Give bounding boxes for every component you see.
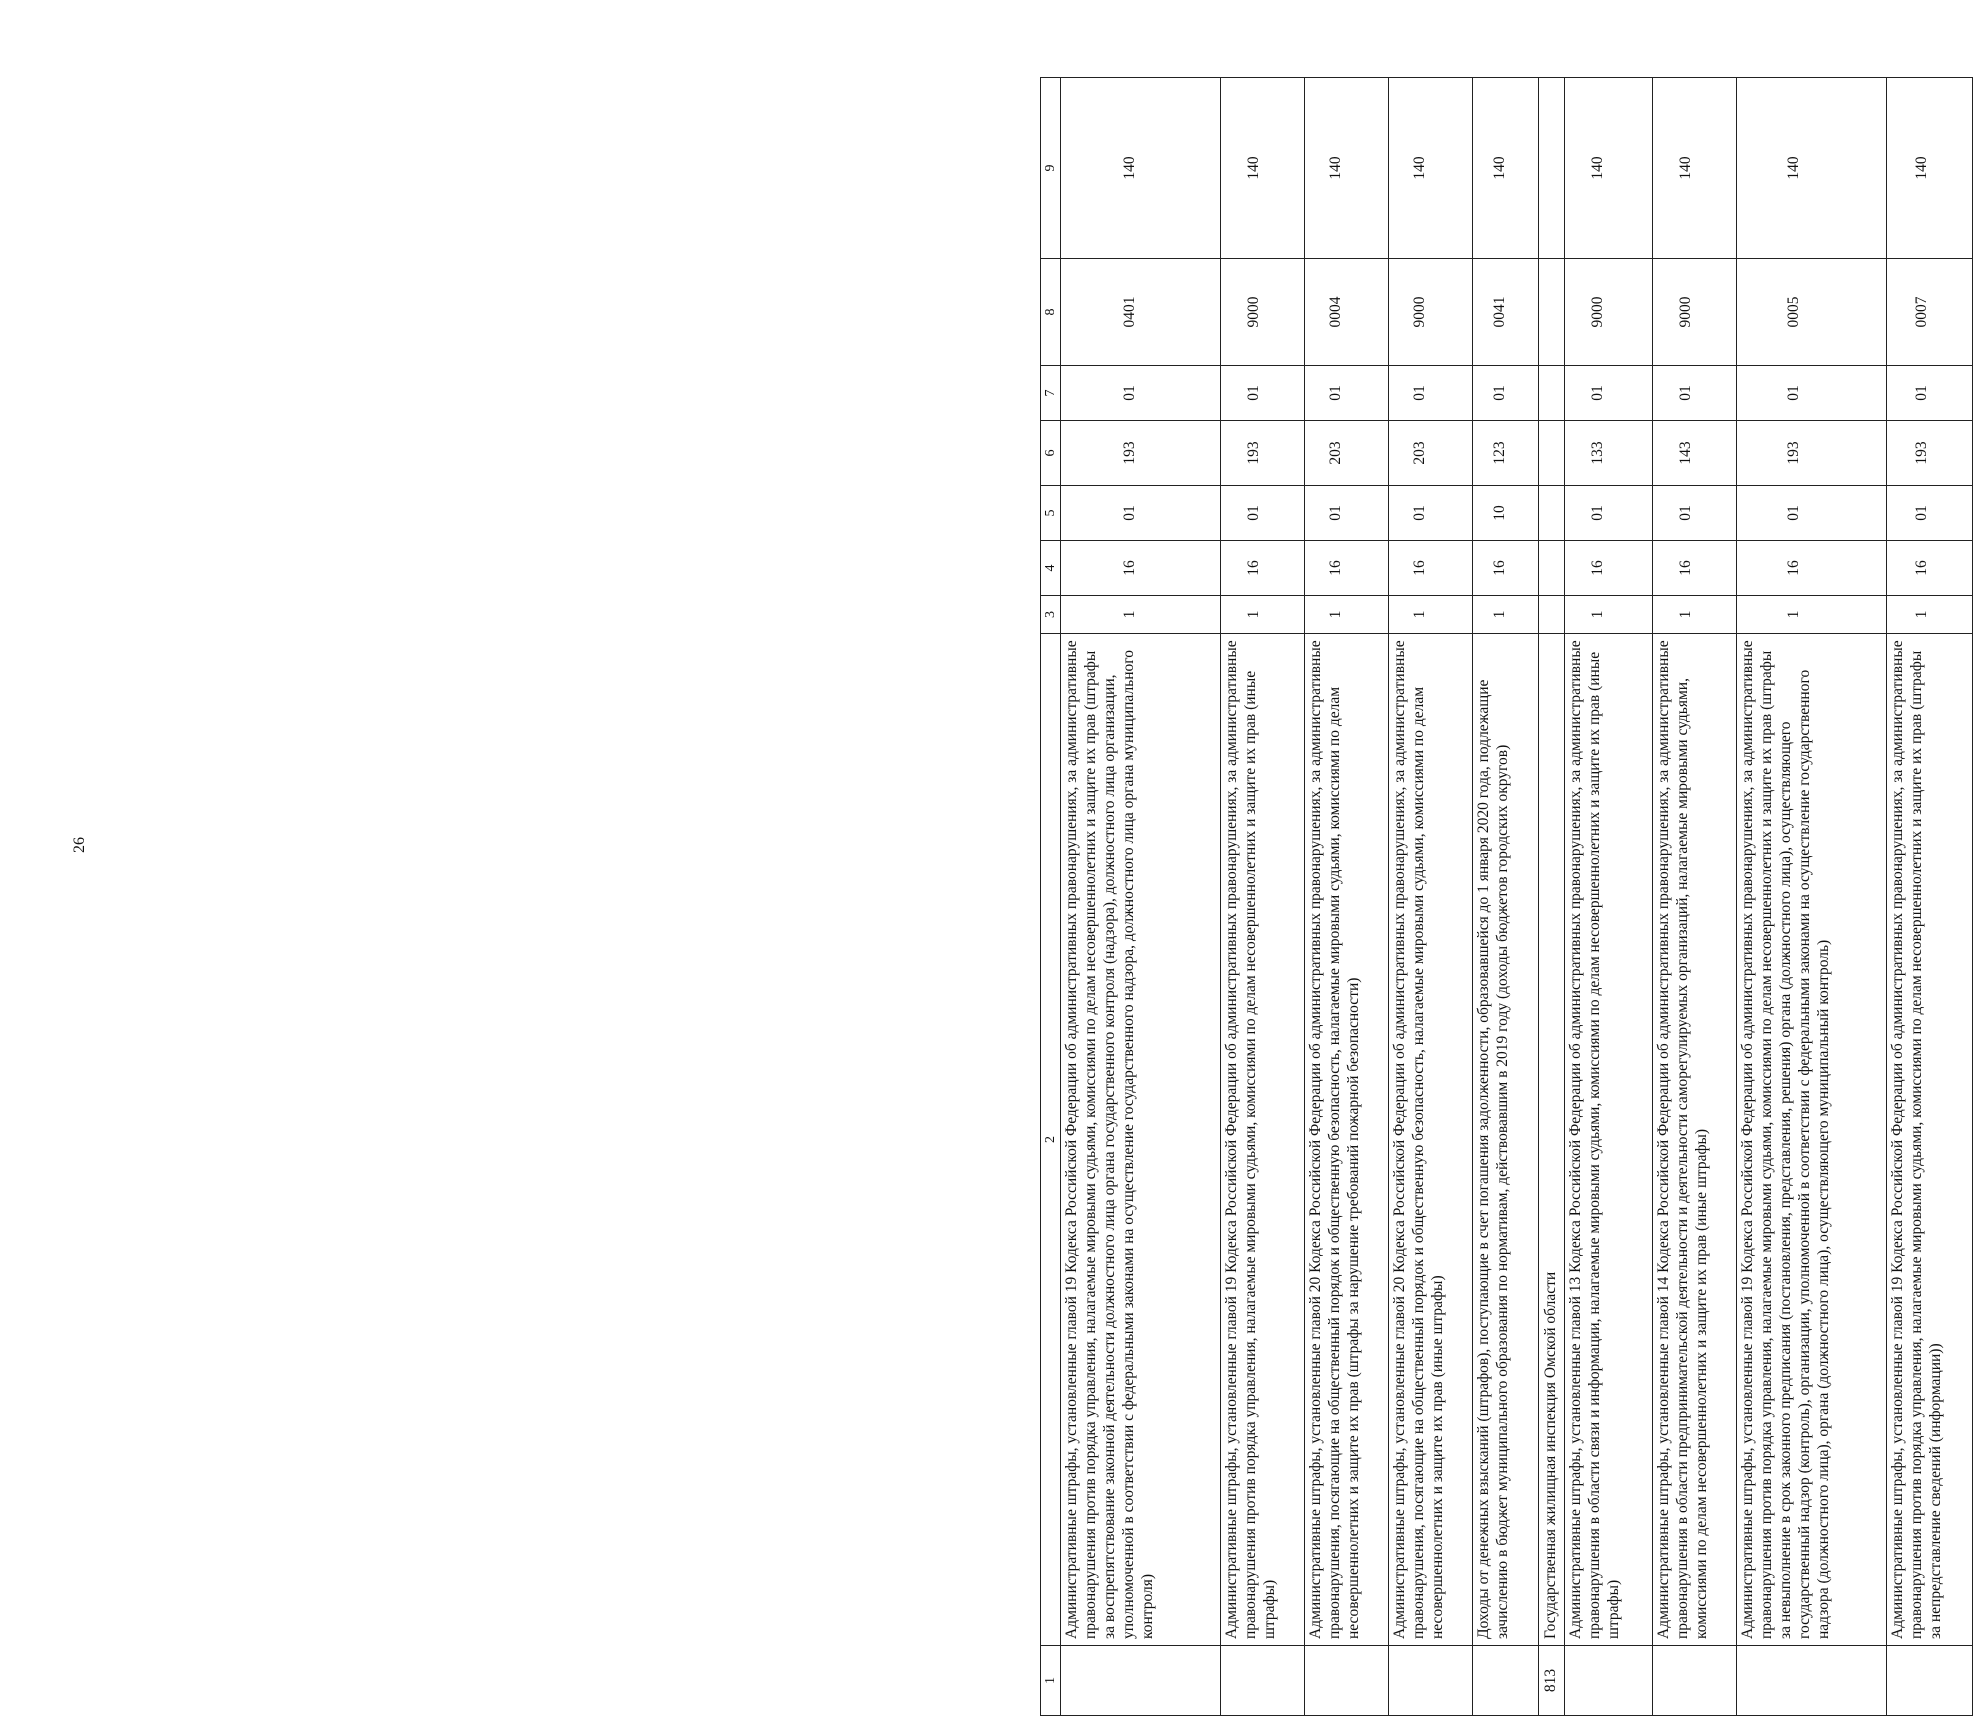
code-part-8: 9000 <box>1389 259 1473 366</box>
admin-code-cell: 813 <box>1539 1646 1565 1716</box>
code-part-8: 0401 <box>1061 259 1221 366</box>
code-part-4: 16 <box>1886 541 1972 596</box>
table-row <box>1221 78 1305 1716</box>
admin-code-cell <box>1221 1646 1305 1716</box>
code-part-3: 1 <box>1061 596 1221 634</box>
admin-code-cell <box>1736 1646 1886 1716</box>
code-part-3: 1 <box>1886 596 1972 634</box>
table-row <box>1886 78 1972 1716</box>
table-row <box>1061 78 1221 1716</box>
empty-cell <box>1539 366 1565 421</box>
column-header: 1 <box>1041 1646 1061 1716</box>
column-header: 8 <box>1041 259 1061 366</box>
section-title-cell: Государственная жилищная инспекция Омской области <box>1539 634 1565 1646</box>
admin-code-cell <box>1564 1646 1652 1716</box>
code-part-9: 140 <box>1473 78 1539 259</box>
page-number: 26 <box>71 837 88 853</box>
code-part-7: 01 <box>1473 366 1539 421</box>
code-part-7: 01 <box>1305 366 1389 421</box>
code-part-3: 1 <box>1305 596 1389 634</box>
table-row <box>1564 78 1652 1716</box>
admin-code-cell <box>1061 1646 1221 1716</box>
code-part-5: 01 <box>1736 486 1886 541</box>
code-part-8: 0005 <box>1736 259 1886 366</box>
code-part-9: 140 <box>1652 78 1736 259</box>
admin-code-cell <box>1886 1646 1972 1716</box>
code-part-9: 140 <box>1736 78 1886 259</box>
column-header: 7 <box>1041 366 1061 421</box>
code-part-4: 16 <box>1061 541 1221 596</box>
code-part-4: 16 <box>1221 541 1305 596</box>
code-part-3: 1 <box>1221 596 1305 634</box>
code-part-6: 193 <box>1736 421 1886 486</box>
code-part-3: 1 <box>1564 596 1652 634</box>
empty-cell <box>1539 486 1565 541</box>
code-part-6: 143 <box>1652 421 1736 486</box>
code-part-6: 193 <box>1886 421 1972 486</box>
section-header-row <box>1539 78 1565 1716</box>
table-header-row <box>1041 78 1061 1716</box>
code-part-3: 1 <box>1652 596 1736 634</box>
code-part-6: 203 <box>1305 421 1389 486</box>
code-part-5: 01 <box>1061 486 1221 541</box>
code-part-3: 1 <box>1736 596 1886 634</box>
code-part-7: 01 <box>1564 366 1652 421</box>
code-part-9: 140 <box>1305 78 1389 259</box>
code-part-4: 16 <box>1305 541 1389 596</box>
description-cell: Административные штрафы, установленные главой 19 Кодекса Российской Федерации об административных правонарушениях, за административные правонарушения против порядка управления, налагаемые мировыми судьями, комиссиями по делам несовершеннолетних и защите их прав (иные штрафы) <box>1221 634 1305 1646</box>
code-part-8: 0004 <box>1305 259 1389 366</box>
admin-code-cell <box>1305 1646 1389 1716</box>
description-cell: Административные штрафы, установленные главой 20 Кодекса Российской Федерации об административных правонарушениях, за административные правонарушения, посягающие на общественный порядок и общественную безопасность, налагаемые мировыми судьями, комиссиями по делам несовершеннолетних и защите их прав (штрафы за нарушение требований пожарной безопасности) <box>1305 634 1389 1646</box>
column-header: 3 <box>1041 596 1061 634</box>
code-part-5: 10 <box>1473 486 1539 541</box>
code-part-5: 01 <box>1305 486 1389 541</box>
code-part-9: 140 <box>1886 78 1972 259</box>
admin-code-cell <box>1473 1646 1539 1716</box>
code-part-7: 01 <box>1736 366 1886 421</box>
code-part-6: 133 <box>1564 421 1652 486</box>
column-header: 9 <box>1041 78 1061 259</box>
code-part-4: 16 <box>1736 541 1886 596</box>
description-cell: Административные штрафы, установленные главой 19 Кодекса Российской Федерации об административных правонарушениях, за административные правонарушения против порядка управления, налагаемые мировыми судьями, комиссиями по делам несовершеннолетних и защите их прав (штрафы за воспрепятствование законной деятельности должностного лица органа государственного контроля (надзора), должностного лица организации, уполномоченной в соответствии с федеральными законами на осуществление государственного надзора, должностного лица органа муниципального контроля) <box>1061 634 1221 1646</box>
code-part-8: 9000 <box>1652 259 1736 366</box>
code-part-7: 01 <box>1221 366 1305 421</box>
admin-code-cell <box>1652 1646 1736 1716</box>
code-part-7: 01 <box>1886 366 1972 421</box>
code-part-7: 01 <box>1652 366 1736 421</box>
code-part-5: 01 <box>1886 486 1972 541</box>
code-part-7: 01 <box>1061 366 1221 421</box>
revenue-codes-table <box>1040 77 1973 1716</box>
code-part-8: 0007 <box>1886 259 1972 366</box>
table-row <box>1473 78 1539 1716</box>
table-row <box>1305 78 1389 1716</box>
code-part-8: 0041 <box>1473 259 1539 366</box>
description-cell: Административные штрафы, установленные главой 14 Кодекса Российской Федерации об административных правонарушениях, за административные правонарушения в области предпринимательской деятельности и деятельности саморегулируемых организаций, налагаемые мировыми судьями, комиссиями по делам несовершеннолетних и защите их прав (иные штрафы) <box>1652 634 1736 1646</box>
code-part-8: 9000 <box>1564 259 1652 366</box>
column-header: 2 <box>1041 634 1061 1646</box>
code-part-5: 01 <box>1652 486 1736 541</box>
code-part-6: 193 <box>1221 421 1305 486</box>
code-part-8: 9000 <box>1221 259 1305 366</box>
code-part-6: 193 <box>1061 421 1221 486</box>
code-part-3: 1 <box>1473 596 1539 634</box>
rotated-table-sheet <box>1040 78 1985 1716</box>
table-row <box>1736 78 1886 1716</box>
code-part-9: 140 <box>1061 78 1221 259</box>
code-part-6: 123 <box>1473 421 1539 486</box>
code-part-5: 01 <box>1389 486 1473 541</box>
description-cell: Административные штрафы, установленные главой 20 Кодекса Российской Федерации об административных правонарушениях, за административные правонарушения, посягающие на общественный порядок и общественную безопасность, налагаемые мировыми судьями, комиссиями по делам несовершеннолетних и защите их прав (иные штрафы) <box>1389 634 1473 1646</box>
admin-code-cell <box>1389 1646 1473 1716</box>
table-row <box>1652 78 1736 1716</box>
code-part-6: 203 <box>1389 421 1473 486</box>
code-part-5: 01 <box>1564 486 1652 541</box>
description-cell: Административные штрафы, установленные главой 13 Кодекса Российской Федерации об административных правонарушениях, за административные правонарушения в области связи и информации, налагаемые мировыми судьями, комиссиями по делам несовершеннолетних и защите их прав (иные штрафы) <box>1564 634 1652 1646</box>
empty-cell <box>1539 78 1565 259</box>
code-part-9: 140 <box>1389 78 1473 259</box>
table-body <box>1061 78 1973 1716</box>
code-part-4: 16 <box>1564 541 1652 596</box>
code-part-4: 16 <box>1652 541 1736 596</box>
code-part-4: 16 <box>1473 541 1539 596</box>
code-part-9: 140 <box>1221 78 1305 259</box>
column-header: 5 <box>1041 486 1061 541</box>
description-cell: Доходы от денежных взысканий (штрафов), поступающие в счет погашения задолженности, образовавшейся до 1 января 2020 года, подлежащие зачислению в бюджет муниципального образования по нормативам, действовавшим в 2019 году (доходы бюджетов городских округов) <box>1473 634 1539 1646</box>
empty-cell <box>1539 596 1565 634</box>
table-row <box>1389 78 1473 1716</box>
column-header: 4 <box>1041 541 1061 596</box>
code-part-4: 16 <box>1389 541 1473 596</box>
description-cell: Административные штрафы, установленные главой 19 Кодекса Российской Федерации об административных правонарушениях, за административные правонарушения против порядка управления, налагаемые мировыми судьями, комиссиями по делам несовершеннолетних и защите их прав (штрафы за непредставление сведений (информации)) <box>1886 634 1972 1646</box>
code-part-3: 1 <box>1389 596 1473 634</box>
description-cell: Административные штрафы, установленные главой 19 Кодекса Российской Федерации об административных правонарушениях, за административные правонарушения против порядка управления, налагаемые мировыми судьями, комиссиями по делам несовершеннолетних и защите их прав (штрафы за невыполнение в срок законного предписания (постановления, представления, решения) органа (должностного лица), осуществляющего государственный надзор (контроль), организации, уполномоченной в соответствии с федеральными законами на осуществление государственного надзора (должностного лица), органа (должностного лица), осуществляющего муниципальный контроль) <box>1736 634 1886 1646</box>
empty-cell <box>1539 421 1565 486</box>
empty-cell <box>1539 259 1565 366</box>
empty-cell <box>1539 541 1565 596</box>
code-part-5: 01 <box>1221 486 1305 541</box>
column-header: 6 <box>1041 421 1061 486</box>
code-part-7: 01 <box>1389 366 1473 421</box>
code-part-9: 140 <box>1564 78 1652 259</box>
